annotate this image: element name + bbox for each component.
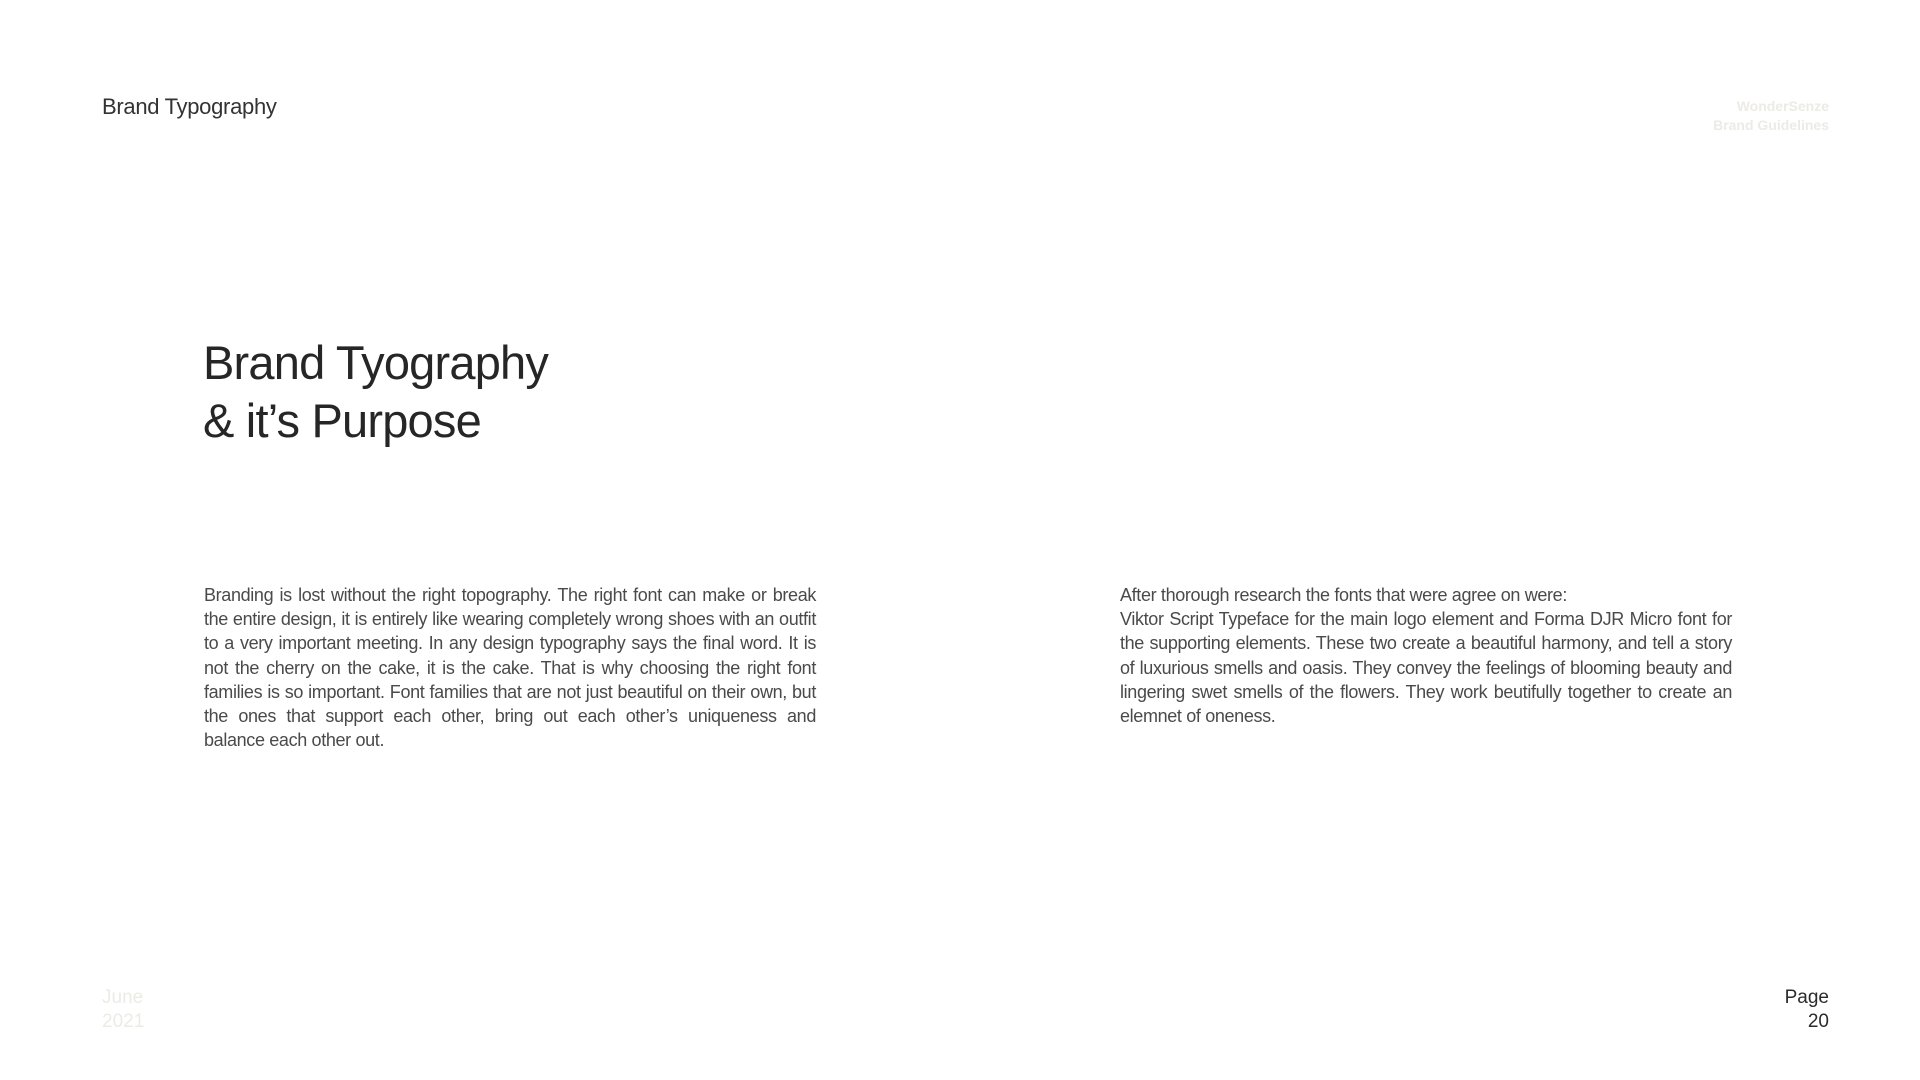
headline-line-2: & it’s Purpose <box>203 394 481 447</box>
brand-block <box>1713 97 1829 135</box>
page-label: Page <box>1784 987 1829 1008</box>
brand-name: WonderSenze <box>1736 98 1829 114</box>
body-paragraph-right: Viktor Script Typeface for the main logo element and Forma DJR Micro font for the supporting elements. These two create a beautiful harmony, and tell a story of luxurious smells and oasis. They convey the feelings of blooming beauty and lingering swet smells of the flowers. They work beutifully together to create an elemnet of oneness. <box>1120 609 1732 727</box>
page-number: 20 <box>1807 1011 1829 1032</box>
date-block <box>102 986 144 1034</box>
page-number-block <box>1785 986 1829 1034</box>
body-column-right <box>1120 583 1732 728</box>
body-paragraph-left: Branding is lost without the right topography. The right font can make or break the entire design, it is entirely like wearing completely wrong shoes with an outfit to a very important meeting. In any design typography says the final word. It is not the cherry on the cake, it is the cake. That is why choosing the right font families is so important. Font families that are not just beautiful on their own, but the ones that support each other, bring out each other’s uniqueness and balance each other out. <box>204 585 816 751</box>
section-title: Brand Typography <box>102 94 277 119</box>
page-headline <box>203 334 548 450</box>
body-intro-right: After thorough research the fonts that were agree on were: <box>1120 585 1567 605</box>
headline-line-1: Brand Tyography <box>203 336 549 389</box>
date-year: 2021 <box>102 1011 145 1032</box>
date-month: June <box>102 987 144 1008</box>
document-name: Brand Guidelines <box>1713 117 1829 133</box>
